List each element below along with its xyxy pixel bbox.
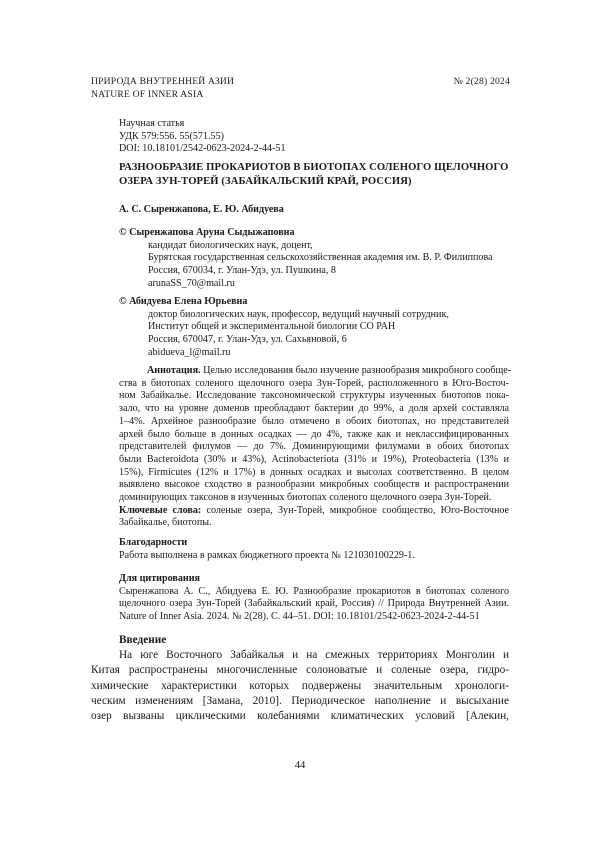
author-1-name: © Сыренжапова Аруна Сыдыжаповна [119,227,295,238]
title-line: РАЗНООБРАЗИЕ ПРОКАРИОТОВ В БИОТОПАХ СОЛЕНОГО ЩЕЛОЧНОГО [119,162,509,173]
acknowledgements [119,537,415,562]
citation-line: щелочного озера Зун-Торей (Забайкальский край, Россия) // Природа Внутренней Азии. [119,598,509,610]
author-1-line: кандидат биологических наук, доцент, [148,239,313,251]
introduction [91,633,509,724]
intro-line: Китая распространены многочисленные солоноватые и соленые озера, гидро- [91,664,509,677]
article-title [119,161,508,188]
author-2-line: Россия, 670047, г. Улан-Удэ, ул. Сахьяновой, 6 [148,334,347,346]
abstract-line: Целью исследования было изучение разнообразия микробного сообще- [200,365,512,376]
intro-line: химические характеристики которых подвержены значительным хронологи- [91,679,509,692]
abstract-line: 15%), Firmicutes (12% и 17%) в донных осадках и высолах соответственно. В целом [119,466,509,478]
authors-line: А. С. Сыренжапова, Е. Ю. Абидуева [119,204,284,215]
keywords-text: соленые озера, Зун-Торей, микробное сообщество, Юго-Восточное [201,504,509,516]
keywords-text: Забайкалье, биотопы. [119,517,212,529]
doi: DOI: 10.18101/2542-0623-2024-2-44-51 [119,143,286,155]
article-type: Научная статья [119,118,185,129]
journal-title-ru: ПРИРОДА ВНУТРЕННЕЙ АЗИИ [91,76,235,87]
intro-line: озер вызваны циклическими колебаниями климатических условий [Алекин, [91,710,509,723]
abstract-line: ства в биотопах соленого щелочного озера Зун-Торей, расположенного в Юго-Восточ- [119,377,509,389]
author-1-email: arunaSS_70@mail.ru [148,277,235,289]
acknowledgements-heading: Благодарности [119,537,188,548]
citation-heading: Для цитирования [119,573,200,584]
author-2-block [119,296,449,360]
issue-number: № 2(28) 2024 [453,76,510,87]
abstract-line: выявлено высокое сходство в разнообразии микробных сообществ и распространении [119,479,509,491]
abstract-line: ном Забайкалье. Исследование таксономической структуры изученных биотопов пока- [119,390,509,402]
abstract-line: архей было больше в донных осадках — до 4%, также как и неклассифицированных [119,428,509,440]
article-meta [119,118,286,156]
citation-line: Nature of Inner Asia. 2024. № 2(28). С. 44–51. DOI: 10.18101/2542-0623-2024-2-44-51 [119,611,480,623]
acknowledgements-text: Работа выполнена в рамках бюджетного проекта № 121030100229-1. [119,549,415,561]
keywords-label: Ключевые слова: [119,504,202,516]
intro-line: ческим изменениям [Замана, 2010]. Периодическое наполнение и высыхание [91,694,509,707]
author-2-line: Институт общей и экспериментальной биологии СО РАН [148,321,396,333]
author-2-line: доктор биологических наук, профессор, ведущий научный сотрудник, [148,308,449,320]
author-1-line: Россия, 670034, г. Улан-Удэ, ул. Пушкина, 8 [148,265,336,277]
title-line: ОЗЕРА ЗУН-ТОРЕЙ (ЗАБАЙКАЛЬСКИЙ КРАЙ, РОССИЯ) [119,175,412,187]
citation-block [119,573,509,624]
journal-title-en: NATURE OF INNER ASIA [91,88,204,100]
abstract-line: 1–4%. Архейное разнообразие было отмечено в обоих биотопах, но представителей [119,415,509,427]
abstract-label: Аннотация. [147,365,201,376]
abstract-line: доминирующих таксонов в изученных биотопах соленого щелочного озера Зун-Торей. [119,492,492,504]
udc-code: УДК 579:556. 55(571.55) [119,130,224,142]
citation-line: Сыренжапова А. С., Абидуева Е. Ю. Разнообразие прокариотов в биотопах соленого [119,585,509,597]
abstract [119,365,512,530]
page-number: 44 [294,760,306,771]
author-2-name: © Абидуева Елена Юрьевна [119,296,248,307]
abstract-line: были Bacteroidota (30% и 43%), Actinobacteriota (31% и 19%), Proteobacteria (13% и [119,453,509,465]
running-header [91,76,234,101]
intro-line: На юге Восточного Забайкалья и на смежных территориях Монголии и [119,649,509,661]
author-1-line: Бурятская государственная сельскохозяйственная академия им. В. Р. Филиппова [148,252,493,264]
intro-heading: Введение [119,634,167,646]
author-1-block [119,227,493,291]
abstract-line: зало, что на уровне доменов преобладают бактерии до 99%, а доля архей составляла [119,403,509,415]
author-2-email: abidueva_l@mail.ru [148,346,231,358]
abstract-line: представителей филумов — до 7%. Доминирующими филумами в обоих биотопах [119,441,509,453]
